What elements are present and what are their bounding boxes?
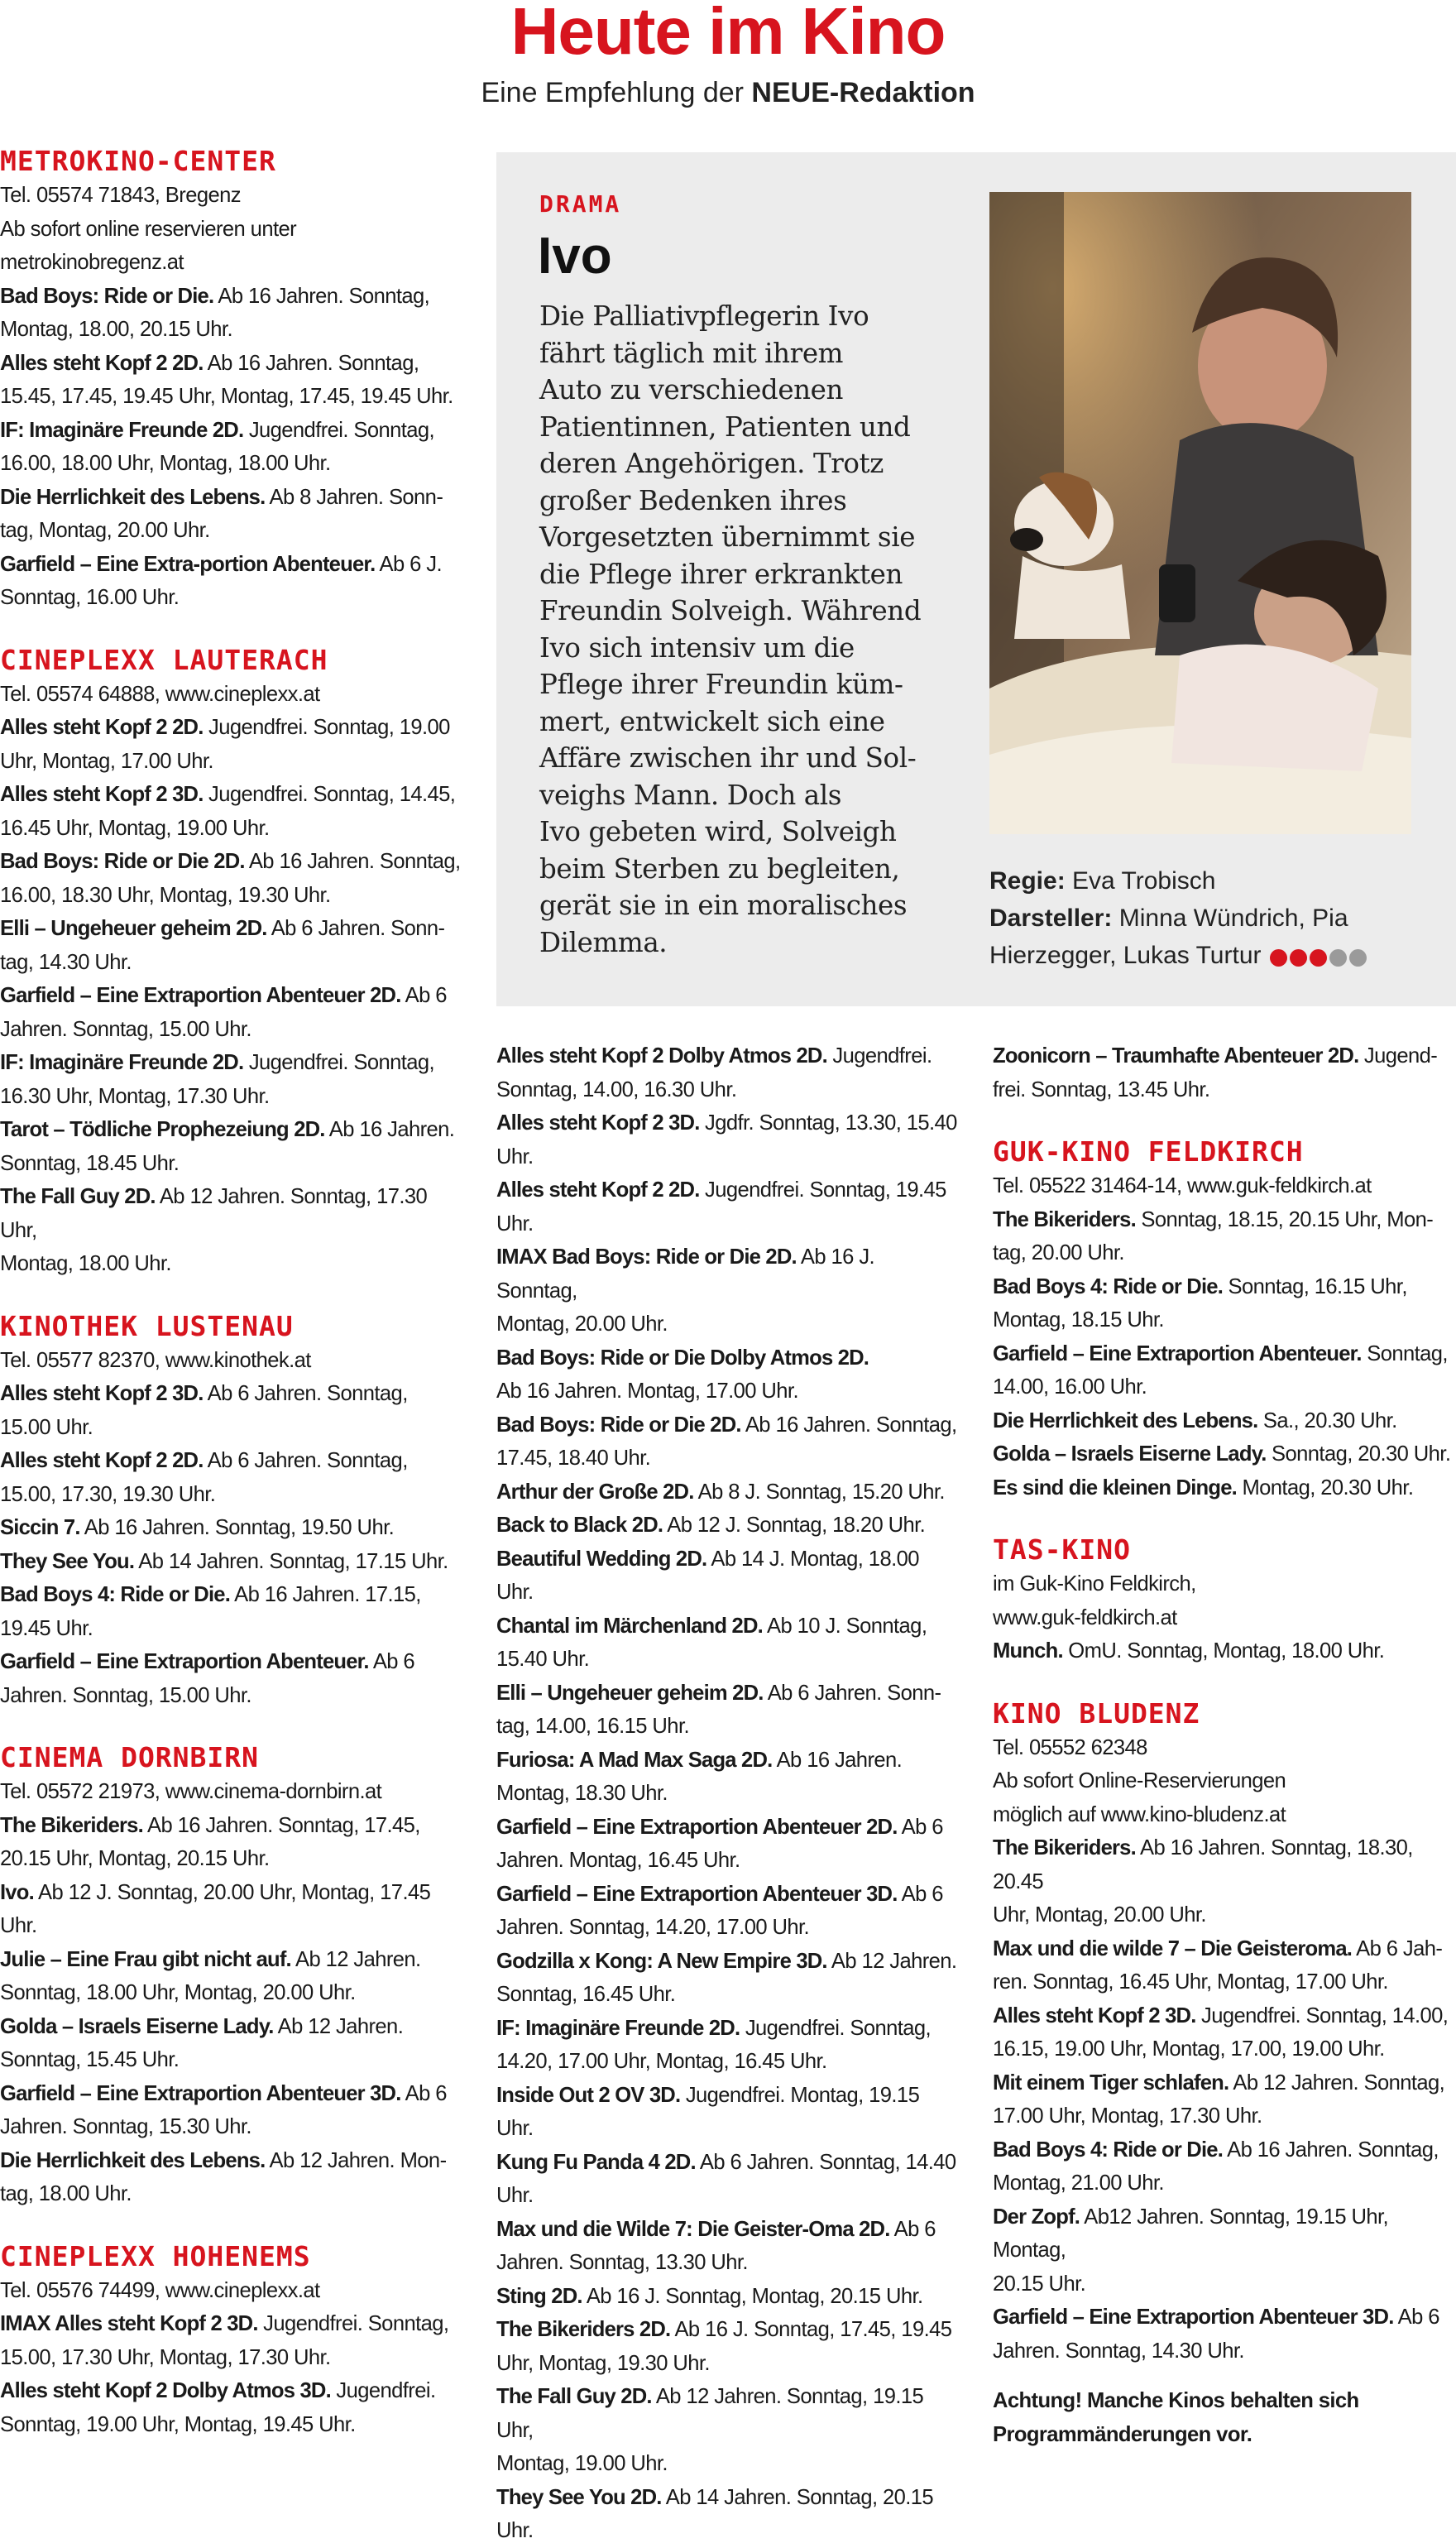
film-name: Bad Boys: Ride or Die. <box>0 284 214 308</box>
synopsis-line: veighs Mann. Doch als <box>539 779 842 811</box>
film-name: Mit einem Tiger schlafen. <box>993 2071 1229 2095</box>
film-name: Max und die wilde 7 – Die Geisteroma. <box>993 1936 1353 1960</box>
listing-line: tag, Montag, 20.00 Uhr. <box>0 519 210 542</box>
listing-line: Alles steht Kopf 2 2D. Ab 16 Jahren. Sonntag, <box>0 351 419 375</box>
listing-line: metrokinobregenz.at <box>0 251 184 274</box>
film-name: IF: Imaginäre Freunde 2D. <box>0 418 244 442</box>
listing-line: Alles steht Kopf 2 3D. Jgdfr. Sonntag, 13.30, 15.40 <box>496 1111 957 1135</box>
listing-line: The Bikeriders. Ab 16 Jahren. Sonntag, 17.45, <box>0 1813 420 1837</box>
synopsis-line: Auto zu verschiedenen <box>539 374 844 405</box>
listing-line: 15.00 Uhr. <box>0 1415 93 1439</box>
film-name: Beautiful Wedding 2D. <box>496 1547 707 1571</box>
film-name: Chantal im Märchenland 2D. <box>496 1614 763 1638</box>
listing-line: Sonntag, 15.45 Uhr. <box>0 2048 180 2071</box>
listing-line: Chantal im Märchenland 2D. Ab 10 J. Sonntag, <box>496 1614 927 1638</box>
listing-line: www.guk-feldkirch.at <box>993 1605 1177 1629</box>
listing-line: Alles steht Kopf 2 2D. Ab 6 Jahren. Sonntag, <box>0 1449 408 1472</box>
listing-line: Arthur der Große 2D. Ab 8 J. Sonntag, 15.20 Uhr. <box>496 1480 945 1504</box>
listing-line: Jahren. Sonntag, 15.00 Uhr. <box>0 1017 251 1041</box>
film-name: Bad Boys: Ride or Die Dolby Atmos 2D. <box>496 1346 869 1370</box>
listing-line: Montag, 20.00 Uhr. <box>496 1312 668 1336</box>
listing-line: Max und die Wilde 7: Die Geister-Oma 2D. Ab 6 <box>496 2217 936 2241</box>
synopsis-line: Affäre zwischen ihr und Sol- <box>539 742 917 774</box>
film-name: Bad Boys: Ride or Die 2D. <box>496 1413 741 1437</box>
film-name: Zoonicorn – Traumhafte Abenteuer 2D. <box>993 1044 1359 1068</box>
listing-line: Jahren. Sonntag, 15.00 Uhr. <box>0 1683 251 1707</box>
film-name: Ivo. <box>0 1880 34 1904</box>
listing-line: Uhr, Montag, 19.30 Uhr. <box>496 2351 710 2375</box>
film-name: Die Herrlichkeit des Lebens. <box>0 2148 266 2172</box>
listing-line: Uhr. <box>496 2519 534 2542</box>
listing-line: 20.15 Uhr, Montag, 20.15 Uhr. <box>0 1847 270 1870</box>
film-name: Siccin 7. <box>0 1516 80 1539</box>
listing-line: Garfield – Eine Extraportion Abenteuer 3D. Ab 6 <box>496 1882 943 1906</box>
listing-line: Tel. 05574 71843, Bregenz <box>0 184 241 207</box>
listing-line: Jahren. Sonntag, 15.30 Uhr. <box>0 2115 251 2138</box>
listing-line: Uhr. <box>496 1144 534 1168</box>
listing-line: The Fall Guy 2D. Ab 12 Jahren. Sonntag, 17.30 Uhr, <box>0 1185 428 1242</box>
listing-line: Mit einem Tiger schlafen. Ab 12 Jahren. Sonntag, <box>993 2071 1445 2095</box>
brand-name: NEUE-Redaktion <box>751 77 975 108</box>
film-name: Alles steht Kopf 2 3D. <box>496 1111 700 1135</box>
synopsis-line: Ivo sich intensiv um die <box>539 631 855 664</box>
listing-line: IMAX Bad Boys: Ride or Die 2D. Ab 16 J. Sonntag, <box>496 1245 875 1303</box>
director-label: Regie: <box>989 867 1066 895</box>
listing-line: Bad Boys: Ride or Die. Ab 16 Jahren. Sonntag, <box>0 284 430 308</box>
cinema-name: GUK-KINO FELDKIRCH <box>993 1135 1304 1168</box>
listing-line: Bad Boys 4: Ride or Die. Ab 16 Jahren. Sonntag, <box>993 2138 1439 2162</box>
listing-line: Garfield – Eine Extraportion Abenteuer. Sonntag, <box>993 1341 1448 1365</box>
listing-line: Garfield – Eine Extraportion Abenteuer 3D. Ab 6 <box>993 2306 1439 2329</box>
film-name: Garfield – Eine Extraportion Abenteuer 2D. <box>496 1815 898 1839</box>
film-name: Garfield – Eine Extraportion Abenteuer. <box>993 1341 1362 1365</box>
listing-line: Tel. 05574 64888, www.cineplexx.at <box>0 682 320 706</box>
listing-line: They See You 2D. Ab 14 Jahren. Sonntag, 20.15 <box>496 2485 934 2509</box>
listing-line: Die Herrlichkeit des Lebens. Ab 12 Jahren. Mon- <box>0 2148 447 2172</box>
listing-line: IF: Imaginäre Freunde 2D. Jugendfrei. Sonntag, <box>0 418 435 442</box>
listing-line: Ab sofort online reservieren unter <box>0 217 297 241</box>
film-synopsis <box>539 298 970 961</box>
film-name: Alles steht Kopf 2 3D. <box>993 2003 1196 2027</box>
listing-line: 14.20, 17.00 Uhr, Montag, 16.45 Uhr. <box>496 2050 827 2073</box>
listing-line: 15.45, 17.45, 19.45 Uhr, Montag, 17.45, 19.45 Uhr. <box>0 385 453 408</box>
listing-line: Montag, 19.00 Uhr. <box>496 2452 668 2475</box>
listing-line: Uhr. <box>496 1212 534 1236</box>
listing-line: IF: Imaginäre Freunde 2D. Jugendfrei. Sonntag, <box>496 2016 932 2040</box>
film-name: Es sind die kleinen Dinge. <box>993 1476 1237 1500</box>
film-name: IMAX Bad Boys: Ride or Die 2D. <box>496 1245 797 1269</box>
listing-line: Sonntag, 14.00, 16.30 Uhr. <box>496 1077 737 1101</box>
listing-line: ren. Sonntag, 16.45 Uhr, Montag, 17.00 Uhr. <box>993 1970 1388 1994</box>
listing-line: 17.45, 18.40 Uhr. <box>496 1447 651 1470</box>
listing-line: The Bikeriders 2D. Ab 16 J. Sonntag, 17.45, 19.45 <box>496 2318 952 2341</box>
film-credits <box>989 862 1420 976</box>
listing-line: The Bikeriders. Ab 16 Jahren. Sonntag, 18.30, 20.45 <box>993 1836 1413 1893</box>
listing-line: Elli – Ungeheuer geheim 2D. Ab 6 Jahren. Sonn- <box>496 1681 941 1705</box>
listing-line: Die Herrlichkeit des Lebens. Sa., 20.30 Uhr. <box>993 1408 1397 1432</box>
listing-line: Bad Boys: Ride or Die 2D. Ab 16 Jahren. Sonntag, <box>496 1413 957 1437</box>
cinema-name: KINOTHEK LUSTENAU <box>0 1309 294 1342</box>
listing-line: Jahren. Montag, 16.45 Uhr. <box>496 1849 740 1872</box>
listing-line: Sonntag, 18.00 Uhr, Montag, 20.00 Uhr. <box>0 1981 356 2004</box>
film-name: Godzilla x Kong: A New Empire 3D. <box>496 1949 827 1973</box>
listing-line: Garfield – Eine Extra-portion Abenteuer. Ab 6 J. <box>0 552 443 576</box>
film-name: Alles steht Kopf 2 3D. <box>0 1382 204 1405</box>
film-name: Bad Boys 4: Ride or Die. <box>993 2138 1224 2162</box>
listing-line: 15.00, 17.30, 19.30 Uhr. <box>0 1482 216 1506</box>
listing-line: Alles steht Kopf 2 3D. Jugendfrei. Sonntag, 14.00, <box>993 2003 1449 2027</box>
listing-line: Garfield – Eine Extraportion Abenteuer. Ab 6 <box>0 1650 415 1673</box>
listing-line: Max und die wilde 7 – Die Geisteroma. Ab 6 Jah- <box>993 1936 1443 1960</box>
listing-line: 15.00, 17.30 Uhr, Montag, 17.30 Uhr. <box>0 2345 331 2369</box>
cast-label: Darsteller: <box>989 905 1113 932</box>
synopsis-line: großer Bedenken ihres <box>539 484 847 516</box>
film-name: The Bikeriders. <box>993 1207 1136 1231</box>
listing-line: Ab 16 Jahren. Montag, 17.00 Uhr. <box>496 1380 798 1403</box>
listing-line: Montag, 18.00, 20.15 Uhr. <box>0 318 232 341</box>
listing-line: Es sind die kleinen Dinge. Montag, 20.30 Uhr. <box>993 1476 1414 1500</box>
listing-line: Montag, 18.00 Uhr. <box>0 1252 171 1275</box>
synopsis-line: Ivo gebeten wird, Solveigh <box>539 816 897 847</box>
listing-line: Tel. 05577 82370, www.kinothek.at <box>0 1348 311 1372</box>
film-name: Bad Boys: Ride or Die 2D. <box>0 850 245 873</box>
listing-line: Elli – Ungeheuer geheim 2D. Ab 6 Jahren. Sonn- <box>0 917 445 940</box>
listing-line: 16.45 Uhr, Montag, 19.00 Uhr. <box>0 816 270 840</box>
listing-line: 16.30 Uhr, Montag, 17.30 Uhr. <box>0 1084 270 1108</box>
film-name: Sting 2D. <box>496 2284 582 2308</box>
film-name: IF: Imaginäre Freunde 2D. <box>0 1051 244 1074</box>
listing-line: Die Herrlichkeit des Lebens. Ab 8 Jahren. Sonn- <box>0 485 443 509</box>
listing-line: Alles steht Kopf 2 Dolby Atmos 3D. Jugendfrei. <box>0 2379 436 2402</box>
listing-line: Montag, 18.30 Uhr. <box>496 1782 668 1805</box>
listing-line: 16.00, 18.30 Uhr, Montag, 19.30 Uhr. <box>0 883 331 907</box>
listing-line: Munch. OmU. Sonntag, Montag, 18.00 Uhr. <box>993 1639 1385 1663</box>
synopsis-line: Vorgesetzten übernimmt sie <box>539 521 916 553</box>
listing-line: Der Zopf. Ab12 Jahren. Sonntag, 19.15 Uhr, Montag, <box>993 2205 1389 2262</box>
listing-line: 15.40 Uhr. <box>496 1648 590 1671</box>
synopsis-line: gerät sie in ein moralisches <box>539 890 908 921</box>
film-name: Alles steht Kopf 2 3D. <box>0 783 204 806</box>
film-name: Garfield – Eine Extraportion Abenteuer 2D. <box>0 984 401 1007</box>
listing-line: Uhr, Montag, 17.00 Uhr. <box>0 749 213 773</box>
film-name: Furiosa: A Mad Max Saga 2D. <box>496 1748 773 1772</box>
listing-line: Montag, 18.15 Uhr. <box>993 1308 1164 1332</box>
listing-line: Jahren. Sonntag, 14.20, 17.00 Uhr. <box>496 1916 810 1939</box>
film-name: Garfield – Eine Extra-portion Abenteuer. <box>0 552 376 576</box>
film-name: Munch. <box>993 1639 1063 1663</box>
listing-line: Sonntag, 19.00 Uhr, Montag, 19.45 Uhr. <box>0 2412 356 2436</box>
synopsis-line: die Pflege ihrer erkrankten <box>539 558 903 590</box>
listing-line: möglich auf www.kino-bludenz.at <box>993 1802 1286 1826</box>
film-name: The Fall Guy 2D. <box>496 2385 652 2408</box>
program-change-note <box>993 2384 1456 2451</box>
cinema-name: METROKINO-CENTER <box>0 145 276 177</box>
listing-line: 19.45 Uhr. <box>0 1616 93 1640</box>
listing-line: Zoonicorn – Traumhafte Abenteuer 2D. Jugend- <box>993 1044 1438 1068</box>
film-still-image <box>989 192 1411 834</box>
listing-line: Tel. 05552 62348 <box>993 1735 1147 1759</box>
listing-line: Garfield – Eine Extraportion Abenteuer 3D. Ab 6 <box>0 2081 447 2105</box>
listing-line: Kung Fu Panda 4 2D. Ab 6 Jahren. Sonntag, 14.40 <box>496 2150 956 2174</box>
film-name: Alles steht Kopf 2 Dolby Atmos 2D. <box>496 1044 827 1068</box>
synopsis-line: Freundin Solveigh. Während <box>539 595 922 626</box>
listing-line: Alles steht Kopf 2 3D. Jugendfrei. Sonntag, 14.45, <box>0 783 456 806</box>
cinema-name: KINO BLUDENZ <box>993 1696 1200 1730</box>
listing-line: 20.15 Uhr. <box>993 2272 1086 2296</box>
film-name: IF: Imaginäre Freunde 2D. <box>496 2016 740 2040</box>
listing-line: Uhr, Montag, 20.00 Uhr. <box>993 1903 1206 1927</box>
film-name: Inside Out 2 OV 3D. <box>496 2083 681 2107</box>
listing-line: 17.00 Uhr, Montag, 17.30 Uhr. <box>993 2104 1262 2128</box>
genre-label: DRAMA <box>539 190 622 218</box>
listing-line: Tel. 05572 21973, www.cinema-dornbirn.at <box>0 1780 382 1803</box>
film-name: Max und die Wilde 7: Die Geister-Oma 2D. <box>496 2217 890 2241</box>
listing-line: Siccin 7. Ab 16 Jahren. Sonntag, 19.50 Uhr. <box>0 1516 395 1539</box>
listing-line: 16.15, 19.00 Uhr, Montag, 17.00, 19.00 Uhr. <box>993 2037 1385 2061</box>
cast-names-line2: Hierzegger, Lukas Turtur <box>989 942 1262 969</box>
film-name: Back to Black 2D. <box>496 1514 663 1537</box>
cinema-name: CINEPLEXX LAUTERACH <box>0 643 328 676</box>
film-name: Elli – Ungeheuer geheim 2D. <box>496 1681 764 1705</box>
film-still <box>989 192 1411 986</box>
film-name: IMAX Alles steht Kopf 2 3D. <box>0 2312 258 2335</box>
film-name: Elli – Ungeheuer geheim 2D. <box>0 917 267 940</box>
film-name: The Bikeriders 2D. <box>496 2318 671 2341</box>
director-name: Eva Trobisch <box>1065 867 1216 895</box>
film-name: The Bikeriders. <box>0 1813 143 1837</box>
film-name: Alles steht Kopf 2 2D. <box>496 1178 700 1202</box>
listing-line: tag, 20.00 Uhr. <box>993 1241 1124 1264</box>
listing-line: Bad Boys: Ride or Die 2D. Ab 16 Jahren. Sonntag, <box>0 850 461 873</box>
listing-line: Back to Black 2D. Ab 12 J. Sonntag, 18.20 Uhr. <box>496 1514 926 1537</box>
listing-line: Jahren. Sonntag, 13.30 Uhr. <box>496 2251 748 2274</box>
synopsis-line: mert, entwickelt sich eine <box>539 705 885 737</box>
listing-line: tag, 14.30 Uhr. <box>0 950 132 974</box>
film-name: Garfield – Eine Extraportion Abenteuer. <box>0 1650 369 1673</box>
rating-dots <box>1270 938 1369 976</box>
listing-line: Garfield – Eine Extraportion Abenteuer 2D. Ab 6 <box>0 984 447 1007</box>
synopsis-line: fährt täglich mit ihrem <box>539 337 844 369</box>
rating-dot-filled <box>1290 949 1307 967</box>
listing-line: Alles steht Kopf 2 3D. Ab 6 Jahren. Sonntag, <box>0 1382 408 1405</box>
note-line: Programmänderungen vor. <box>993 2422 1252 2446</box>
listing-line: Garfield – Eine Extraportion Abenteuer 2D. Ab 6 <box>496 1815 943 1839</box>
rating-dot-filled <box>1310 949 1327 967</box>
listing-line: Golda – Israels Eiserne Lady. Sonntag, 20.30 Uhr. <box>993 1442 1451 1466</box>
page-title: Heute im Kino <box>510 0 946 68</box>
film-name: The Fall Guy 2D. <box>0 1185 156 1208</box>
listing-line: IF: Imaginäre Freunde 2D. Jugendfrei. Sonntag, <box>0 1051 435 1074</box>
film-name: Der Zopf. <box>993 2205 1080 2229</box>
listing-line: Ivo. Ab 12 J. Sonntag, 20.00 Uhr, Montag, 17.45 <box>0 1880 431 1904</box>
listing-line: Montag, 21.00 Uhr. <box>993 2171 1164 2195</box>
listing-line: Sting 2D. Ab 16 J. Sonntag, Montag, 20.15 Uhr. <box>496 2284 923 2308</box>
listing-line: Furiosa: A Mad Max Saga 2D. Ab 16 Jahren. <box>496 1748 903 1772</box>
listing-line: The Bikeriders. Sonntag, 18.15, 20.15 Uhr, Mon- <box>993 1207 1434 1231</box>
synopsis-line: Dilemma. <box>539 926 668 958</box>
note-line: Achtung! Manche Kinos behalten sich <box>993 2389 1359 2412</box>
listing-line: Sonntag, 16.00 Uhr. <box>0 586 180 609</box>
film-name: Garfield – Eine Extraportion Abenteuer 3D. <box>496 1882 898 1906</box>
synopsis-line: Die Palliativpflegerin Ivo <box>539 300 869 332</box>
film-name: Golda – Israels Eiserne Lady. <box>0 2014 274 2038</box>
listing-line: They See You. Ab 14 Jahren. Sonntag, 17.15 Uhr. <box>0 1549 448 1573</box>
listing-column-3 <box>993 1039 1456 2451</box>
synopsis-line: beim Sterben zu begleiten, <box>539 852 900 885</box>
film-name: Alles steht Kopf 2 Dolby Atmos 3D. <box>0 2379 331 2402</box>
listing-line: Beautiful Wedding 2D. Ab 14 J. Montag, 18.00 <box>496 1547 919 1571</box>
film-name: Alles steht Kopf 2 2D. <box>0 716 204 739</box>
listing-line: Sonntag, 18.45 Uhr. <box>0 1151 180 1175</box>
film-name: They See You. <box>0 1549 135 1573</box>
film-name: Kung Fu Panda 4 2D. <box>496 2150 696 2174</box>
listing-line: Sonntag, 16.45 Uhr. <box>496 1983 676 2006</box>
listing-line: Bad Boys 4: Ride or Die. Ab 16 Jahren. 17.15, <box>0 1583 421 1606</box>
film-name: Tarot – Tödliche Prophezeiung 2D. <box>0 1118 325 1141</box>
listing-line: tag, 14.00, 16.15 Uhr. <box>496 1715 689 1738</box>
listing-line: Tarot – Tödliche Prophezeiung 2D. Ab 16 Jahren. <box>0 1118 455 1141</box>
synopsis-line: Pflege ihrer Freundin küm- <box>539 669 903 700</box>
listing-line: im Guk-Kino Feldkirch, <box>993 1572 1196 1595</box>
listing-line: Bad Boys 4: Ride or Die. Sonntag, 16.15 Uhr, <box>993 1274 1407 1298</box>
film-recommendation <box>496 152 1456 1006</box>
page-subtitle: Eine Empfehlung der NEUE-Redaktion <box>481 77 975 108</box>
listing-line: tag, 18.00 Uhr. <box>0 2182 132 2205</box>
film-name: Bad Boys 4: Ride or Die. <box>0 1583 231 1606</box>
film-name: Die Herrlichkeit des Lebens. <box>993 1408 1258 1432</box>
listing-line: Julie – Eine Frau gibt nicht auf. Ab 12 Jahren. <box>0 1947 421 1971</box>
listing-line: Uhr. <box>496 1581 534 1604</box>
rating-dot-filled <box>1270 949 1287 967</box>
listing-line: Jahren. Sonntag, 14.30 Uhr. <box>993 2339 1244 2363</box>
film-name: Julie – Eine Frau gibt nicht auf. <box>0 1947 291 1971</box>
film-name: Arthur der Große 2D. <box>496 1480 694 1504</box>
listing-line: 16.00, 18.00 Uhr, Montag, 18.00 Uhr. <box>0 452 331 475</box>
synopsis-line: Patientinnen, Patienten und <box>539 410 911 443</box>
listing-line: Inside Out 2 OV 3D. Jugendfrei. Montag, 19.15 Uhr. <box>496 2083 920 2140</box>
cast-names-line1: Minna Wündrich, Pia <box>1112 905 1348 932</box>
rating-dot-empty <box>1329 949 1347 967</box>
listing-line: Tel. 05576 74499, www.cineplexx.at <box>0 2278 320 2302</box>
film-name: Alles steht Kopf 2 2D. <box>0 351 204 375</box>
page-header <box>0 0 1456 124</box>
listing-column-2 <box>496 1039 960 2548</box>
cinema-name: CINEPLEXX HOHENEMS <box>0 2239 311 2272</box>
film-name: Garfield – Eine Extraportion Abenteuer 3D. <box>0 2081 401 2105</box>
film-title: Ivo <box>538 228 612 285</box>
film-name: Alles steht Kopf 2 2D. <box>0 1449 204 1472</box>
film-name: Golda – Israels Eiserne Lady. <box>993 1442 1267 1466</box>
listing-line: Uhr. <box>496 2184 534 2207</box>
listing-line: Alles steht Kopf 2 2D. Jugendfrei. Sonntag, 19.00 <box>0 716 450 739</box>
listing-line: Ab sofort Online-Reservierungen <box>993 1769 1286 1792</box>
film-name: Garfield – Eine Extraportion Abenteuer 3D. <box>993 2306 1394 2329</box>
listing-line: IMAX Alles steht Kopf 2 3D. Jugendfrei. Sonntag, <box>0 2312 449 2335</box>
listing-line: frei. Sonntag, 13.45 Uhr. <box>993 1077 1210 1101</box>
listing-line <box>496 1341 960 1375</box>
listing-line: Alles steht Kopf 2 Dolby Atmos 2D. Jugendfrei. <box>496 1044 932 1068</box>
film-name: They See You 2D. <box>496 2485 662 2509</box>
listing-line: Golda – Israels Eiserne Lady. Ab 12 Jahren. <box>0 2014 404 2038</box>
cinema-name: CINEMA DORNBIRN <box>0 1741 260 1773</box>
listing-column-1 <box>0 144 463 2441</box>
listing-line: Alles steht Kopf 2 2D. Jugendfrei. Sonntag, 19.45 <box>496 1178 946 1202</box>
synopsis-line: deren Angehörigen. Trotz <box>539 448 884 479</box>
listing-line: The Fall Guy 2D. Ab 12 Jahren. Sonntag, 19.15 Uhr, <box>496 2385 924 2442</box>
listing-line: Uhr. <box>0 1914 37 1937</box>
film-name: The Bikeriders. <box>993 1836 1136 1859</box>
listing-line: Tel. 05522 31464-14, www.guk-feldkirch.at <box>993 1174 1372 1197</box>
listing-line: 14.00, 16.00 Uhr. <box>993 1375 1147 1399</box>
film-name: Die Herrlichkeit des Lebens. <box>0 485 266 509</box>
cinema-name: TAS-KINO <box>993 1533 1131 1566</box>
film-name: Bad Boys 4: Ride or Die. <box>993 1274 1224 1298</box>
rating-dot-empty <box>1349 949 1367 967</box>
listing-line: Godzilla x Kong: A New Empire 3D. Ab 12 Jahren. <box>496 1949 957 1973</box>
